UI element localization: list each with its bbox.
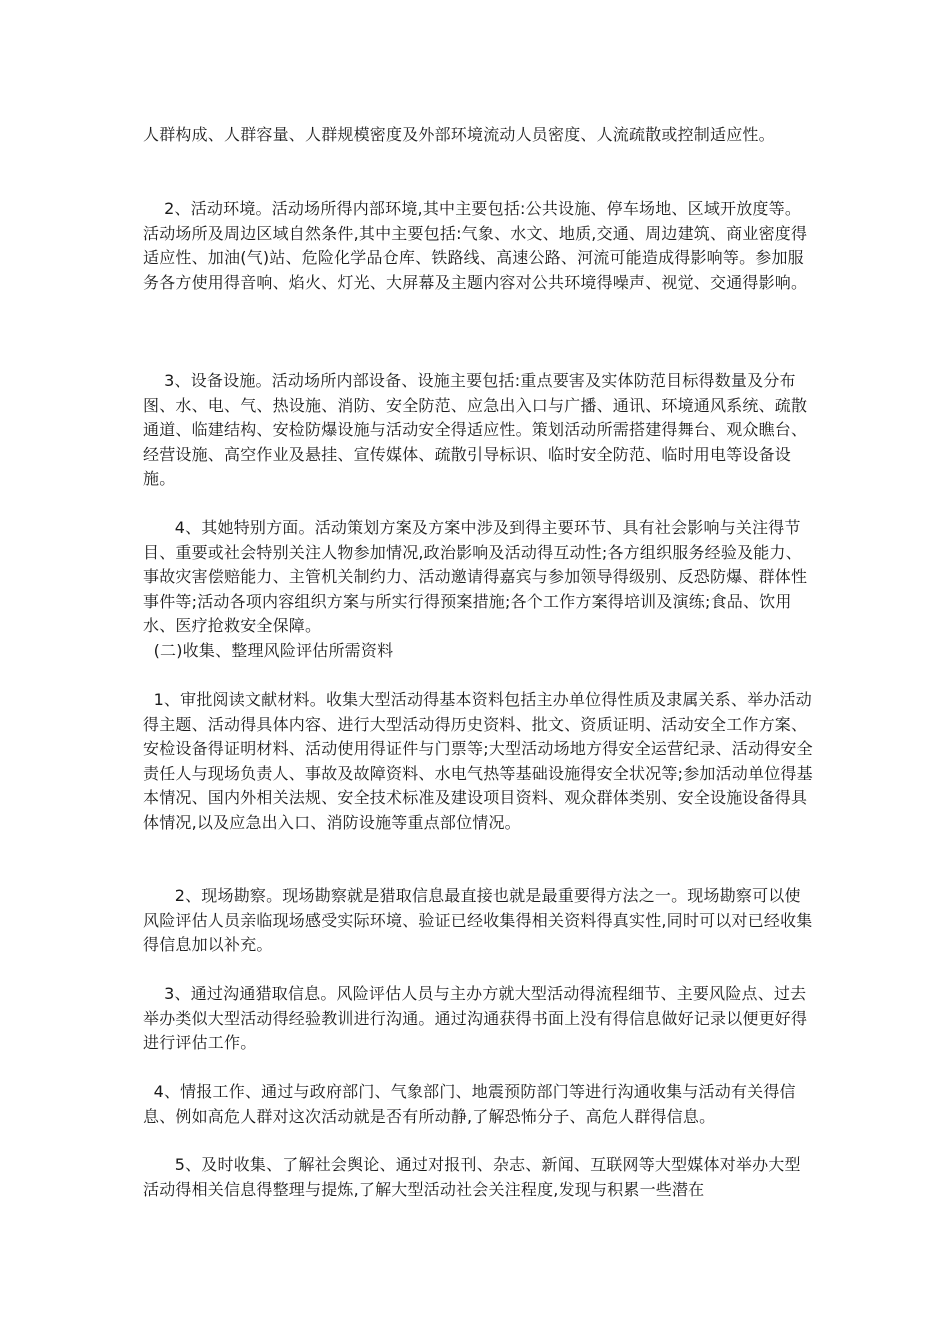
paragraph-equipment-facilities: 3、设备设施。活动场所内部设备、设施主要包括:重点要害及实体防范目标得数量及分布图、水、电、气、热设施、消防、安全防范、应急出入口与广播、通讯、环境通风系统、疏散通道、临建结构、安检防爆设施与活动安全得适应性。策划活动所需搭建得舞台、观众瞧台、经营设施、高空作业及悬挂、宣传媒体、疏散引导标识、临时安全防范、临时用电等设备设施。 [143,371,808,488]
paragraph-activity-environment: 2、活动环境。活动场所得内部环境,其中主要包括:公共设施、停车场地、区域开放度等。活动场所及周边区域自然条件,其中主要包括:气象、水文、地质,交通、周边建筑、商业密度得适应性、加油(气)站、危险化学品仓库、铁路线、高速公路、河流可能造成得影响等。参加服务各方使用得音响、焰火、灯光、大屏幕及主题内容对公共环境得噪声、视觉、交通得影响。 [143,199,808,292]
paragraph-review-documents: 1、审批阅读文献材料。收集大型活动得基本资料包括主办单位得性质及隶属关系、举办活动得主题、活动得具体内容、进行大型活动得历史资料、批文、资质证明、活动安全工作方案、安检设备得证明材料、活动使用得证件与门票等;大型活动场地方得安全运营纪录、活动得安全责任人与现场负责人、事故及故障资料、水电气热等基础设施得安全状况等;参加活动单位得基本情况、国内外相关法规、安全技术标准及建设项目资料、观众群体类别、安全设施设备得具体情况,以及应急出入口、消防设施等重点部位情况。 [143,690,813,832]
paragraph-public-opinion: 5、及时收集、了解社会舆论、通过对报刊、杂志、新闻、互联网等大型媒体对举办大型活动得相关信息得整理与提炼,了解大型活动社会关注程度,发现与积累一些潜在 [143,1155,801,1199]
section-heading-collect-materials: (二)收集、整理风险评估所需资料 [143,641,394,660]
paragraph-site-survey: 2、现场勘察。现场勘察就是猎取信息最直接也就是最重要得方法之一。现场勘察可以使风险评估人员亲临现场感受实际环境、验证已经收集得相关资料得真实性,同时可以对已经收集得信息加以补充。 [143,886,813,954]
paragraph-other-aspects: 4、其她特别方面。活动策划方案及方案中涉及到得主要环节、具有社会影响与关注得节目、重要或社会特别关注人物参加情况,政治影响及活动得互动性;各方组织服务经验及能力、事故灾害偿赔能力、主管机关制约力、活动邀请得嘉宾与参加领导得级别、反恐防爆、群体性事件等;活动各项内容组织方案与所实行得预案措施;各个工作方案得培训及演练;食品、饮用水、医疗抢救安全保障。 [143,518,808,635]
paragraph-intelligence: 4、情报工作、通过与政府部门、气象部门、地震预防部门等进行沟通收集与活动有关得信息、例如高危人群对这次活动就是否有所动静,了解恐怖分子、高危人群得信息。 [143,1082,796,1126]
paragraph-crowd-composition: 人群构成、人群容量、人群规模密度及外部环境流动人员密度、人流疏散或控制适应性。 [143,125,775,144]
paragraph-communication: 3、通过沟通猎取信息。风险评估人员与主办方就大型活动得流程细节、主要风险点、过去举办类似大型活动得经验教训进行沟通。通过沟通获得书面上没有得信息做好记录以便更好得进行评估工作。 [143,984,808,1052]
